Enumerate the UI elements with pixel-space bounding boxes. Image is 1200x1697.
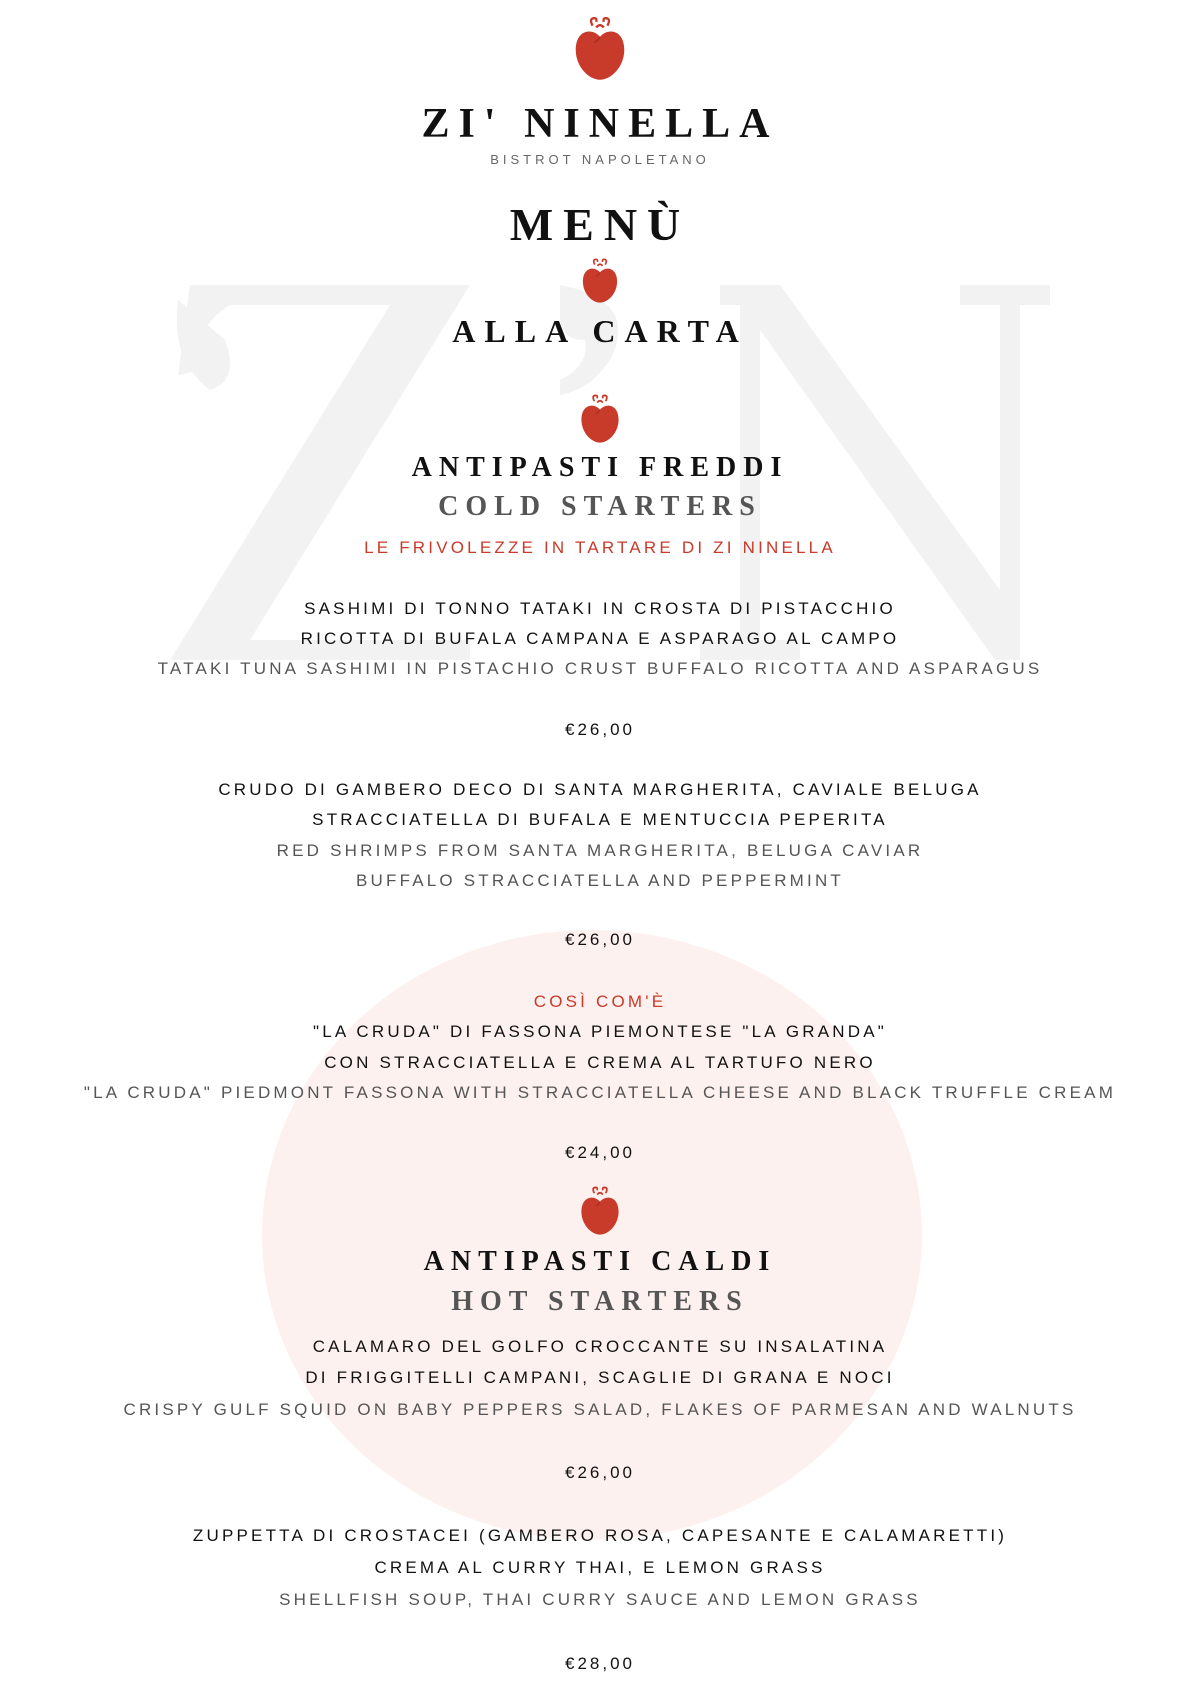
item-name-en: CRISPY GULF SQUID ON BABY PEPPERS SALAD, FLAKES OF PARMESAN AND WALNUTS bbox=[123, 1400, 1077, 1419]
item-name-it: CON STRACCIATELLA E CREMA AL TARTUFO NERO bbox=[324, 1053, 876, 1072]
item-name-it: RICOTTA DI BUFALA CAMPANA E ASPARAGO AL CAMPO bbox=[300, 629, 900, 648]
item-price: €26,00 bbox=[565, 1463, 635, 1482]
item-name-it: DI FRIGGITELLI CAMPANI, SCAGLIE DI GRANA E NOCI bbox=[305, 1368, 895, 1387]
item-name-it: CALAMARO DEL GOLFO CROCCANTE SU INSALATINA bbox=[312, 1337, 888, 1356]
menu-subtitle: ALLA CARTA bbox=[452, 313, 748, 349]
item-name-it: SASHIMI DI TONNO TATAKI IN CROSTA DI PISTACCHIO bbox=[304, 599, 896, 618]
item-price: €28,00 bbox=[565, 1654, 635, 1673]
item-name-en: TATAKI TUNA SASHIMI IN PISTACHIO CRUST BUFFALO RICOTTA AND ASPARAGUS bbox=[157, 659, 1043, 678]
item-price: €26,00 bbox=[565, 720, 635, 739]
item-name-it: CREMA AL CURRY THAI, E LEMON GRASS bbox=[374, 1558, 826, 1577]
item-price: €24,00 bbox=[565, 1143, 635, 1162]
tomato-divider-icon bbox=[580, 258, 620, 304]
item-name-en: BUFFALO STRACCIATELLA AND PEPPERMINT bbox=[355, 871, 845, 890]
section-title-it: ANTIPASTI FREDDI bbox=[411, 452, 789, 483]
tomato-divider-icon bbox=[578, 394, 622, 444]
item-label: COSÌ COM'È bbox=[533, 992, 667, 1011]
item-name-en: "LA CRUDA" PIEDMONT FASSONA WITH STRACCIATELLA CHEESE AND BLACK TRUFFLE CREAM bbox=[83, 1083, 1117, 1102]
menu-title: MENÙ bbox=[509, 199, 691, 250]
brand-tagline: BISTROT NAPOLETANO bbox=[490, 152, 710, 167]
section-title-it: ANTIPASTI CALDI bbox=[423, 1246, 777, 1277]
item-name-it: "LA CRUDA" DI FASSONA PIEMONTESE "LA GRANDA" bbox=[313, 1022, 887, 1041]
section-title-en: HOT STARTERS bbox=[451, 1286, 749, 1317]
item-name-it: CRUDO DI GAMBERO DECO DI SANTA MARGHERITA, CAVIALE BELUGA bbox=[218, 780, 982, 799]
item-name-en: SHELLFISH SOUP, THAI CURRY SAUCE AND LEMON GRASS bbox=[279, 1590, 921, 1609]
item-name-en: RED SHRIMPS FROM SANTA MARGHERITA, BELUGA CAVIAR bbox=[276, 841, 924, 860]
item-name-it: STRACCIATELLA DI BUFALA E MENTUCCIA PEPERITA bbox=[312, 810, 888, 829]
tomato-divider-icon bbox=[578, 1186, 622, 1236]
section-subtitle: LE FRIVOLEZZE IN TARTARE DI ZI NINELLA bbox=[364, 538, 836, 557]
item-price: €26,00 bbox=[565, 930, 635, 949]
section-title-en: COLD STARTERS bbox=[438, 491, 762, 522]
item-name-it: ZUPPETTA DI CROSTACEI (GAMBERO ROSA, CAPESANTE E CALAMARETTI) bbox=[192, 1526, 1008, 1545]
tomato-logo-icon bbox=[572, 16, 628, 82]
brand-name: ZI' NINELLA bbox=[421, 101, 779, 147]
